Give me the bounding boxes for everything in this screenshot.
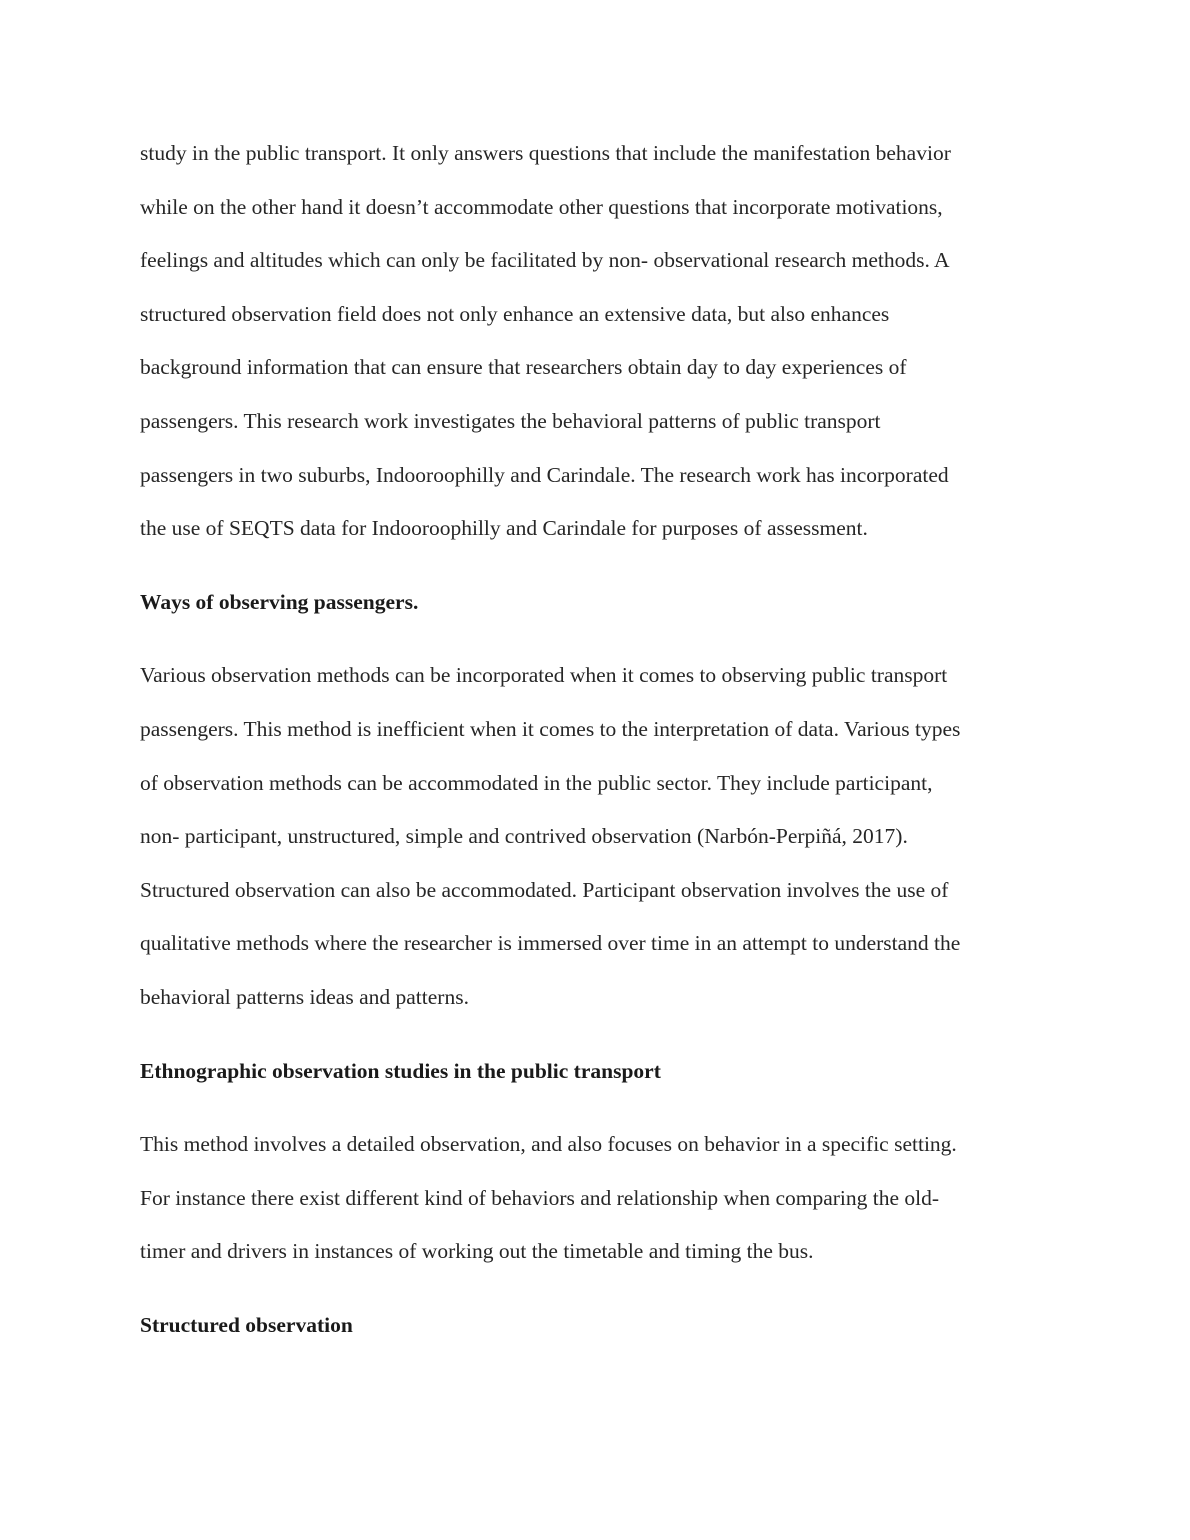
- text-line: Various observation methods can be incorporated when it comes to observing public transport: [140, 663, 948, 688]
- text-line: passengers. This method is inefficient when it comes to the interpretation of data. Various types: [140, 716, 961, 741]
- spacer: [140, 1279, 1040, 1299]
- section-heading: Structured observation: [140, 1312, 353, 1337]
- spacer: [140, 629, 1040, 649]
- text-line: of observation methods can be accommodated in the public sector. They include participant,: [140, 770, 933, 795]
- text-line: behavioral patterns ideas and patterns.: [140, 984, 469, 1009]
- text-line: non- participant, unstructured, simple and contrived observation (Narbón-Perpiñá, 2017).: [140, 824, 908, 849]
- section-heading: Ways of observing passengers.: [140, 589, 419, 614]
- paragraph: [140, 127, 1040, 556]
- text-line: background information that can ensure that researchers obtain day to day experiences of: [140, 355, 907, 380]
- text-line: timer and drivers in instances of working out the timetable and timing the bus.: [140, 1239, 814, 1264]
- text-line: qualitative methods where the researcher is immersed over time in an attempt to understand the: [140, 931, 961, 956]
- spacer: [140, 1098, 1040, 1118]
- text-line: passengers. This research work investigates the behavioral patterns of public transport: [140, 408, 881, 433]
- text-line: passengers in two suburbs, Indooroophilly and Carindale. The research work has incorporated: [140, 462, 949, 487]
- text-line: structured observation field does not only enhance an extensive data, but also enhances: [140, 301, 890, 326]
- text-line: while on the other hand it doesn’t accommodate other questions that incorporate motivations,: [140, 194, 943, 219]
- text-line: Structured observation can also be accommodated. Participant observation involves the use of: [140, 877, 949, 902]
- spacer: [140, 1025, 1040, 1045]
- text-line: study in the public transport. It only answers questions that include the manifestation behavior: [140, 141, 951, 165]
- document-body: [140, 127, 1040, 1352]
- spacer: [140, 556, 1040, 576]
- text-line: For instance there exist different kind of behaviors and relationship when comparing the old-: [140, 1185, 940, 1210]
- text-line: the use of SEQTS data for Indooroophilly and Carindale for purposes of assessment.: [140, 516, 868, 541]
- section-heading: Ethnographic observation studies in the public transport: [140, 1058, 661, 1083]
- text-line: feelings and altitudes which can only be facilitated by non- observational research methods. A: [140, 248, 950, 273]
- paragraph: [140, 1118, 1040, 1279]
- text-line: This method involves a detailed observation, and also focuses on behavior in a specific setting.: [140, 1132, 957, 1157]
- paragraph: [140, 649, 1040, 1024]
